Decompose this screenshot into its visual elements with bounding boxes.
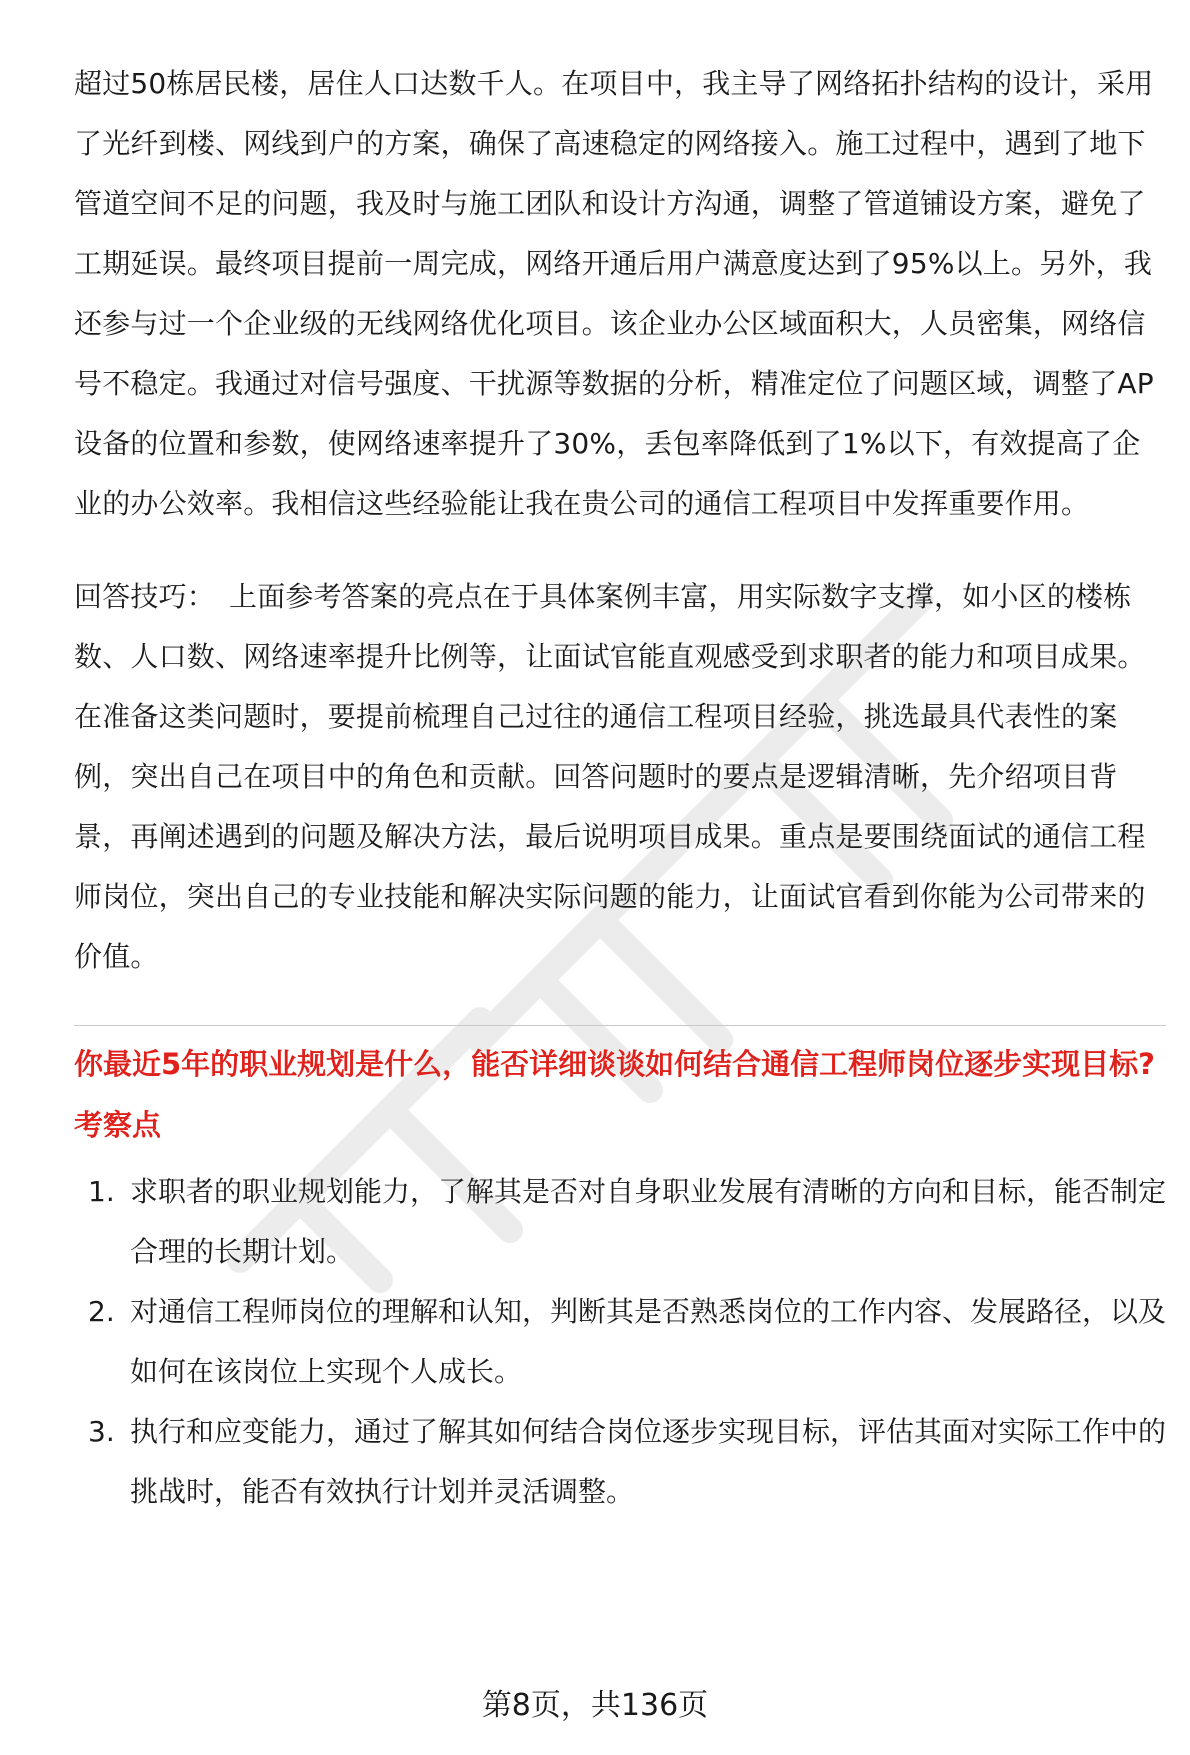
examination-point [74, 1402, 1166, 1522]
point-text: 对通信工程师岗位的理解和认知，判断其是否熟悉岗位的工作内容、发展路径，以及如何在该岗位上实现个人成长。 [130, 1295, 1167, 1388]
point-text: 执行和应变能力，通过了解其如何结合岗位逐步实现目标，评估其面对实际工作中的挑战时，能否有效执行计划并灵活调整。 [130, 1415, 1167, 1508]
point-number: 1. [88, 1175, 115, 1208]
examination-points [74, 1162, 1166, 1522]
point-text: 求职者的职业规划能力，了解其是否对自身职业发展有清晰的方向和目标，能否制定合理的长期计划。 [130, 1175, 1167, 1268]
interview-question: 你最近5年的职业规划是什么，能否详细谈谈如何结合通信工程师岗位逐步实现目标? [74, 1047, 1156, 1081]
document-body [74, 54, 1166, 1522]
examination-point [74, 1282, 1166, 1402]
page-footer: 第8页，共136页 [481, 1688, 709, 1723]
answer-tip-text: 上面参考答案的亮点在于具体案例丰富，用实际数字支撑，如小区的楼栋数、人口数、网络速率提升比例等，让面试官能直观感受到求职者的能力和项目成果。在准备这类问题时，要提前梳理自己过往的通信工程项目经验，挑选最具代表性的案例，突出自己在项目中的角色和贡献。回答问题时的要点是逻辑清晰，先介绍项目背景，再阐述遇到的问题及解决方法，最后说明项目成果。重点是要围绕面试的通信工程师岗位，突出自己的专业技能和解决实际问题的能力，让面试官看到你能为公司带来的价值。 [74, 580, 1146, 973]
section-divider [74, 1025, 1166, 1026]
examination-title: 考察点 [74, 1108, 162, 1142]
examination-point [74, 1162, 1166, 1282]
point-number: 2. [88, 1295, 115, 1328]
answer-tip-label: 回答技巧： [74, 580, 216, 613]
answer-continuation: 超过50栋居民楼，居住人口达数千人。在项目中，我主导了网络拓扑结构的设计，采用了光纤到楼、网线到户的方案，确保了高速稳定的网络接入。施工过程中，遇到了地下管道空间不足的问题，我及时与施工团队和设计方沟通，调整了管道铺设方案，避免了工期延误。最终项目提前一周完成，网络开通后用户满意度达到了95%以上。另外，我还参与过一个企业级的无线网络优化项目。该企业办公区域面积大，人员密集，网络信号不稳定。我通过对信号强度、干扰源等数据的分析，精准定位了问题区域，调整了AP设备的位置和参数，使网络速率提升了30%，丢包率降低到了1%以下，有效提高了企业的办公效率。我相信这些经验能让我在贵公司的通信工程项目中发挥重要作用。 [74, 67, 1154, 520]
point-number: 3. [88, 1415, 115, 1448]
answer-tip [74, 567, 1166, 987]
